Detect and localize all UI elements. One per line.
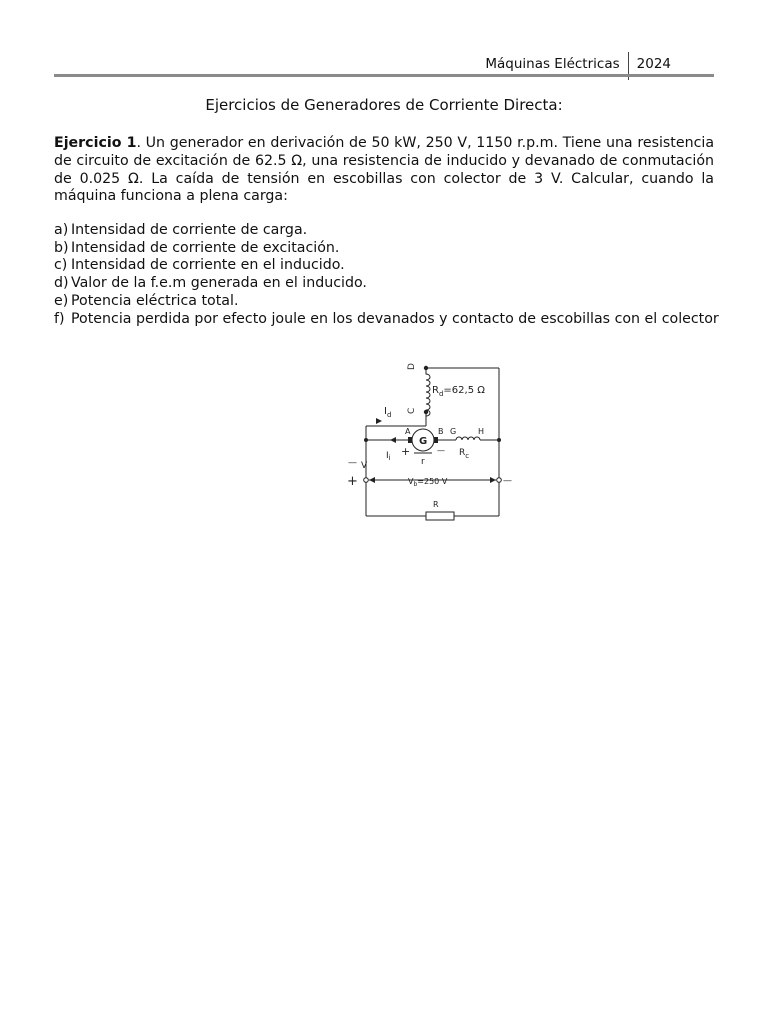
item-letter: a) — [54, 222, 69, 238]
label-minus-right: — — [503, 476, 512, 486]
label-id: $I_d$ — [384, 406, 392, 419]
label-r: r — [421, 457, 425, 467]
item-letter: f) — [54, 310, 65, 327]
label-h: H — [478, 427, 485, 436]
question-list — [54, 222, 734, 328]
label-c: C — [407, 407, 417, 414]
arrow-v-left — [369, 477, 375, 483]
arrow-v-right — [490, 477, 496, 483]
item-text: Potencia perdida por efecto joule en los devanados y contacto de escobillas con el colector — [71, 310, 719, 327]
item-letter: d) — [54, 275, 69, 292]
circuit-diagram — [342, 358, 522, 528]
exercise-text: . Un generador en derivación de 50 kW, 250 V, 1150 r.p.m. Tiene una resistencia de circuito de excitación de 62.5 Ω, una resistencia de inducido y devanado de conmutación de 0.025 Ω. La caída de tensión en escobillas con colector de 3 V. Calcular, cuando la máquina funciona a plena carga: — [54, 135, 715, 205]
exercise-statement — [54, 135, 714, 206]
label-a: A — [405, 427, 411, 436]
list-item — [54, 293, 734, 311]
list-item — [54, 240, 734, 258]
brush-b — [434, 437, 438, 443]
label-d: D — [407, 363, 417, 370]
item-text: Valor de la f.e.m generada en el inducido. — [71, 275, 367, 292]
commutation-coil — [456, 437, 480, 440]
terminal-right — [497, 478, 502, 483]
brush-a — [408, 437, 412, 443]
label-ii: $I_i$ — [386, 451, 391, 462]
label-minus-left: — — [348, 458, 357, 468]
header-course: Máquinas Eléctricas — [485, 56, 620, 72]
node-left — [364, 438, 368, 442]
item-text: Intensidad de corriente en el inducido. — [71, 257, 345, 274]
arrow-ii — [390, 437, 396, 443]
list-item — [54, 275, 734, 293]
list-item — [54, 257, 734, 275]
list-item — [54, 222, 734, 240]
document-title: Ejercicios de Generadores de Corriente Directa: — [205, 96, 563, 114]
label-g: G — [450, 427, 457, 436]
label-rd: $R_d=62,5$ Ω — [432, 385, 485, 398]
item-letter: e) — [54, 292, 69, 309]
node-d — [424, 366, 428, 370]
label-minus-generator: — — [437, 446, 445, 455]
item-text: Intensidad de corriente de carga. — [71, 222, 308, 238]
label-plus-generator: + — [401, 445, 411, 458]
label-vb: $V_b=250$ V — [408, 477, 448, 488]
terminal-left — [364, 478, 369, 483]
node-c — [424, 410, 428, 414]
field-winding-coil — [426, 368, 430, 426]
item-letter: b) — [54, 239, 69, 256]
label-g-generator: G — [419, 436, 428, 447]
list-item — [54, 311, 734, 329]
item-letter: c) — [54, 257, 68, 274]
label-plus-left: + — [347, 474, 358, 489]
load-resistor — [426, 512, 454, 520]
label-b: B — [438, 427, 444, 436]
label-v: V — [361, 461, 368, 471]
exercise-label: Ejercicio 1 — [54, 135, 137, 151]
header-rule — [54, 74, 714, 77]
arrow-id — [376, 418, 382, 424]
node-right — [497, 438, 501, 442]
label-rc: $R_c$ — [459, 448, 470, 460]
item-text: Intensidad de corriente de excitación. — [71, 239, 340, 256]
header-year: 2024 — [636, 56, 671, 72]
label-r-load: R — [433, 500, 439, 509]
item-text: Potencia eléctrica total. — [71, 292, 239, 309]
